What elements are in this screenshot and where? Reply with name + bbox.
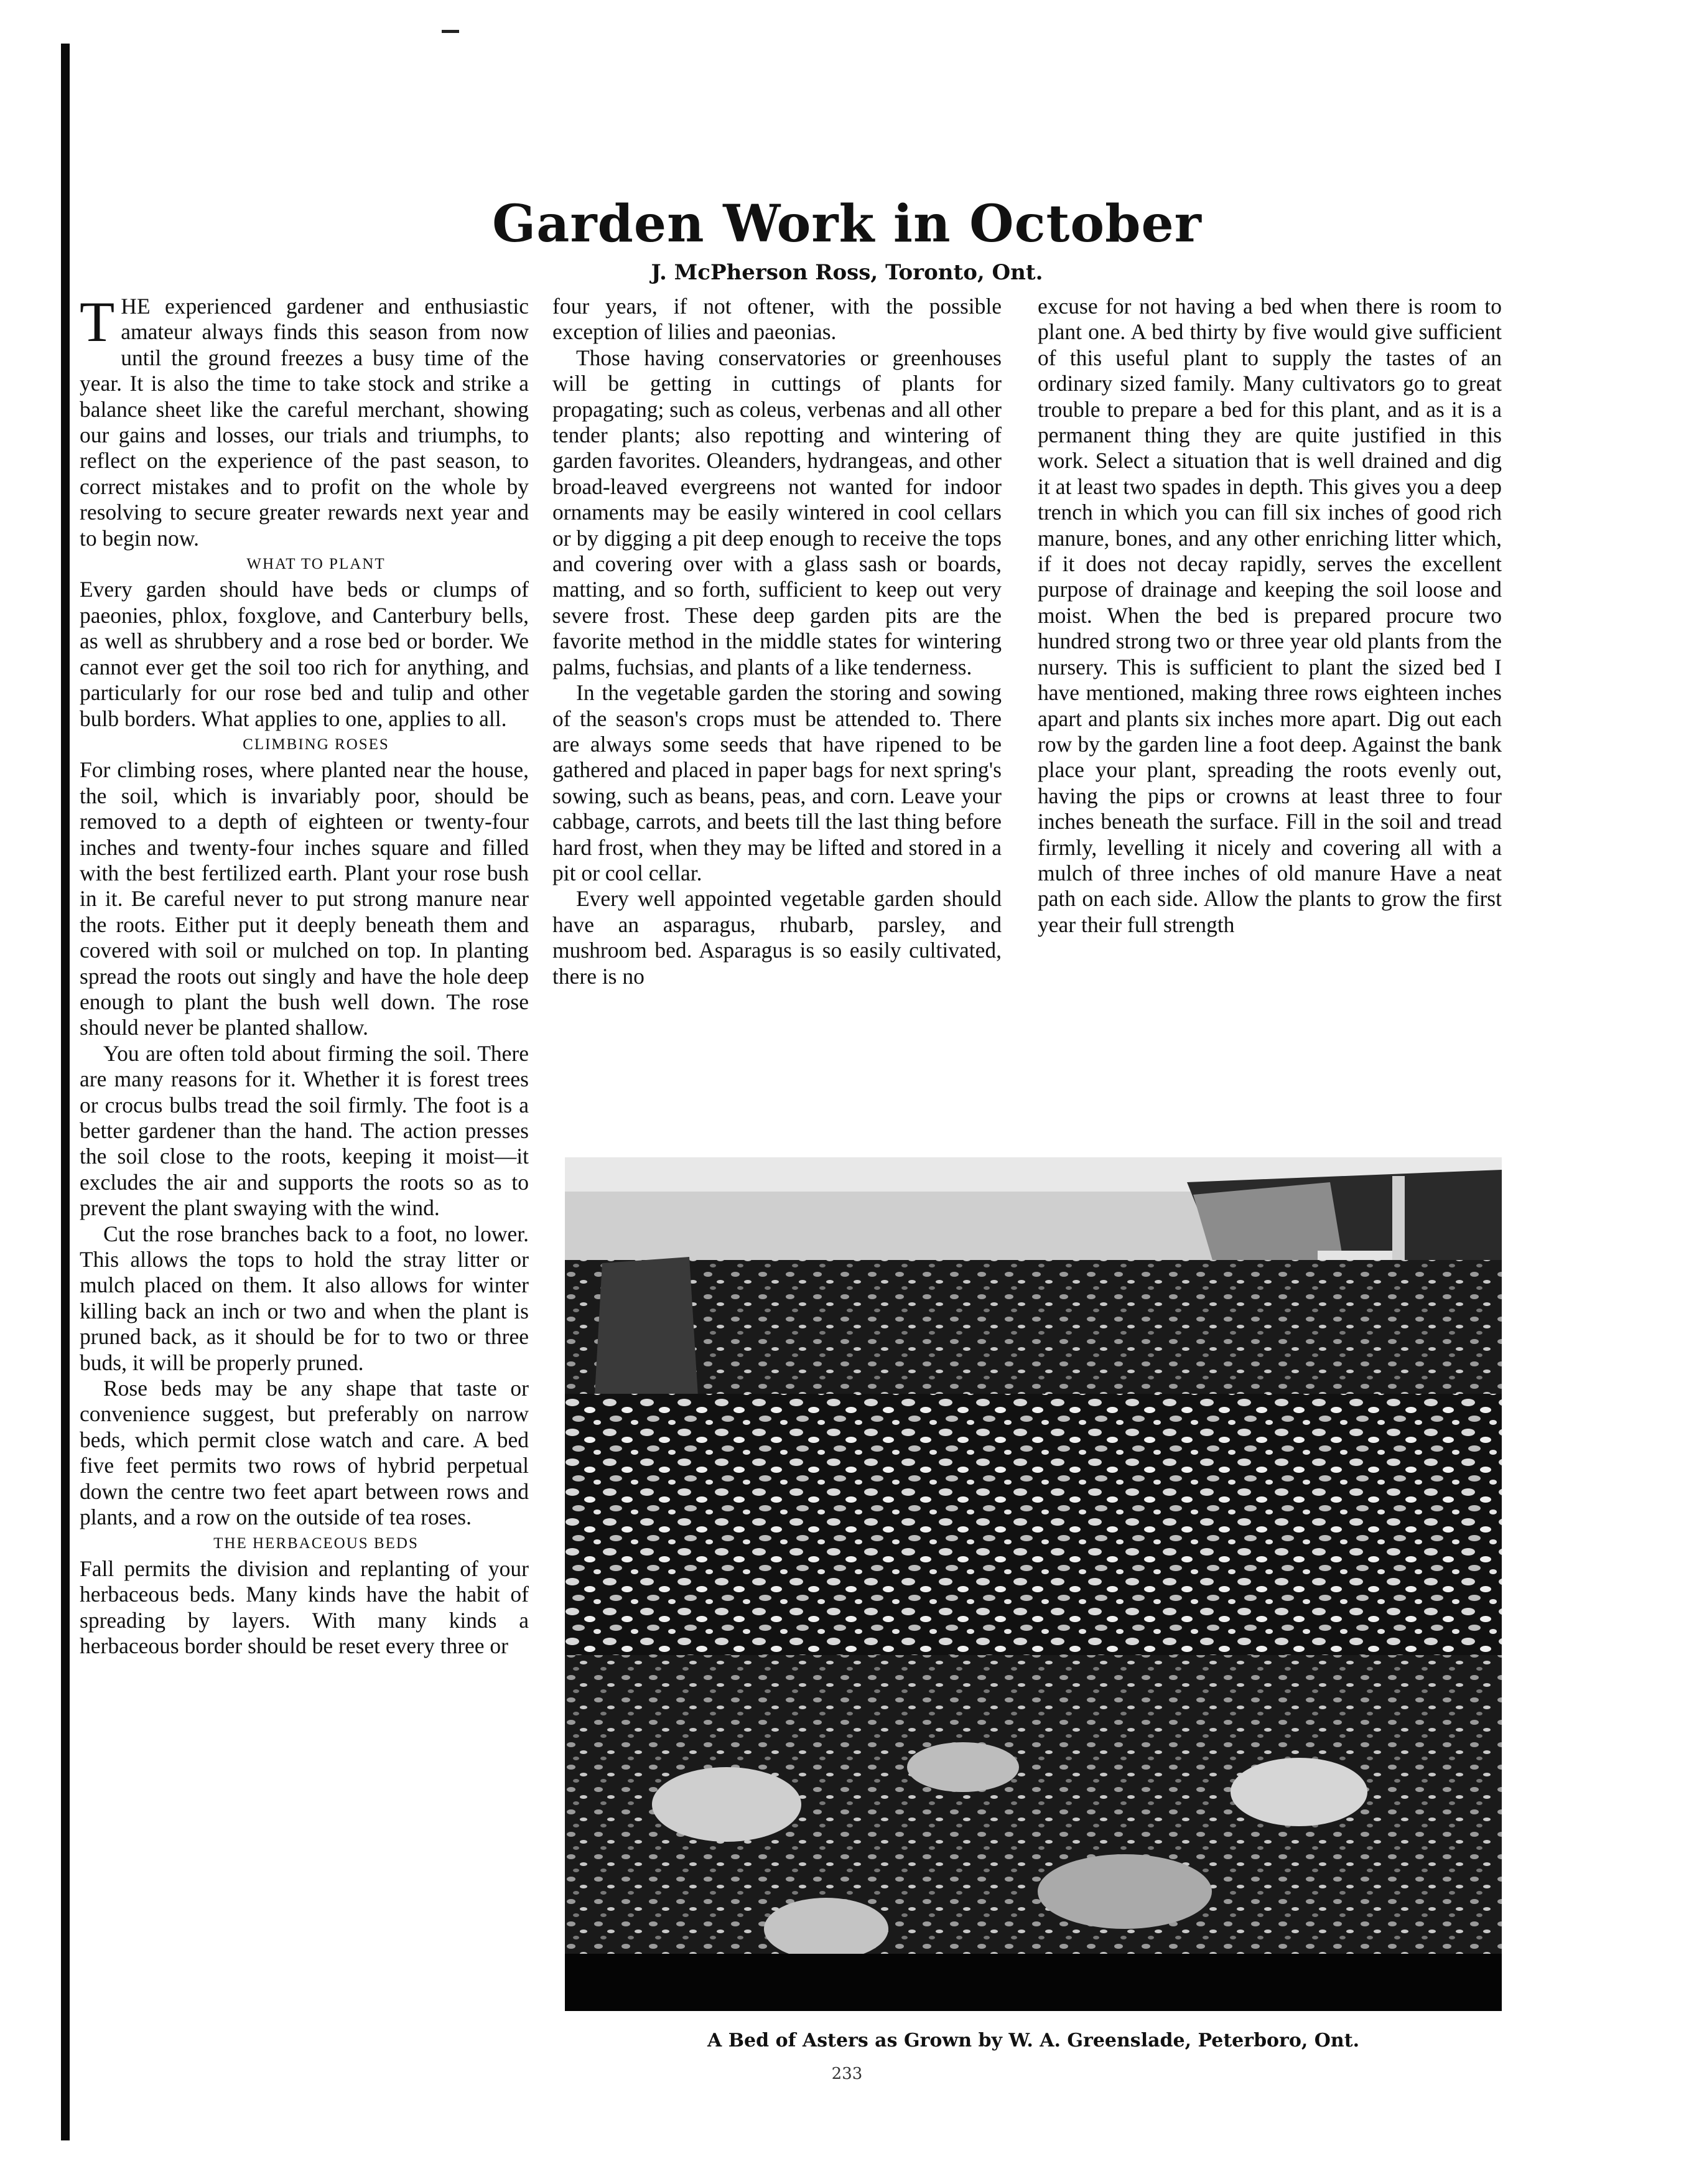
drop-cap: T <box>80 290 115 353</box>
photo-caption: A Bed of Asters as Grown by W. A. Greenslade, Peterboro, Ont. <box>707 2030 1360 2051</box>
herbaceous-beds-text: Fall permits the division and replanting of your herbaceous beds. Many kinds have the habit of spreading by layers. With many kinds a herbaceous border should be reset every three or <box>80 1556 529 1659</box>
what-to-plant-text: Every garden should have beds or clumps of paeonies, phlox, foxglove, and Canterbury bells, as well as shrubbery and a rose bed or border. We cannot ever get the soil too rich for anything, and particularly for our rose bed and tulip and other bulb borders. What applies to one, applies to all. <box>80 577 529 731</box>
margin-rule <box>61 44 70 2140</box>
column-2 <box>552 294 1002 989</box>
column-2-paragraph: Those having conservatories or greenhouses will be getting in cuttings of plants for propagating; such as coleus, verbenas and all other tender plants; also repotting and wintering of garden favorites. Oleanders, hydrangeas, and other broad-leaved evergreens not wanted for indoor ornaments may be easily wintered in cool cellars or by digging a pit deep enough to receive the tops and covering over with a glass sash or boards, matting, and so forth, sufficient to keep out very severe frost. These deep garden pits are the favorite method in the middle states for wintering palms, fuchsias, and plants of a like tenderness. <box>552 345 1002 679</box>
climbing-roses-paragraph: Cut the rose branches back to a foot, no lower. This allows the tops to hold the stray litter or mulch placed on them. It also allows for winter killing back an inch or two and when the plant is pruned back, as it should be for to two or three buds, it will be properly pruned. <box>80 1221 529 1375</box>
column-1 <box>80 290 529 1659</box>
column-2-paragraph: Every well appointed vegetable garden should have an asparagus, rhubarb, parsley, and mushroom bed. Asparagus is so easily cultivated, there is no <box>552 886 1002 989</box>
top-dash <box>442 30 459 33</box>
column-2-paragraph: In the vegetable garden the storing and sowing of the season's crops must be attended to. There are always some seeds that have ripened to be gathered and placed in paper bags for next spring's sowing, such as beans, peas, and corn. Leave your cabbage, carrots, and beets till the last thing before hard frost, when they may be lifted and stored in a pit or cool cellar. <box>552 680 1002 885</box>
intro-paragraph <box>80 290 529 551</box>
article-title: Garden Work in October <box>492 194 1202 254</box>
aster-bed-photo <box>565 1157 1502 2011</box>
column-2-continuation: four years, if not oftener, with the possible exception of lilies and paeonias. <box>552 294 1002 345</box>
page-number: 233 <box>831 2065 863 2083</box>
climbing-roses-paragraph: You are often told about firming the soil. There are many reasons for it. Whether it is forest trees or crocus bulbs tread the soil firmly. The foot is a better gardener than the hand. The action presses the soil close to the roots, keeping it moist—it excludes the air and supports the roots so as to prevent the plant swaying with the wind. <box>80 1040 529 1221</box>
heading-what-to-plant: WHAT TO PLANT <box>246 556 386 573</box>
heading-climbing-roses: CLIMBING ROSES <box>243 735 389 753</box>
climbing-roses-paragraph: Rose beds may be any shape that taste or convenience suggest, but preferably on narrow beds, which permit close watch and care. A bed five feet permits two rows of hybrid perpetual down the centre two feet apart between rows and plants, and a row on the outside of tea roses. <box>80 1376 529 1530</box>
heading-herbaceous-beds: THE HERBACEOUS BEDS <box>213 1534 419 1552</box>
aster-bed-photo-illustration <box>565 1157 1502 2011</box>
intro-text: HE experienced gardener and enthusiastic amateur always finds this season from now until the ground freezes a busy time of the year. It is also the time to take stock and strike a balance sheet like the careful merchant, showing our gains and losses, our trials and triumphs, to reflect on the experience of the past season, to correct mistakes and to profit on the whole by resolving to secure greater rewards next year and to begin now. <box>80 294 529 551</box>
climbing-roses-paragraph: For climbing roses, where planted near the house, the soil, which is invariably poor, should be removed to a depth of eighteen or twenty-four inches and twenty-four inches square and filled with the best fertilized earth. Plant your rose bush in it. Be careful never to put strong manure near the roots. Either put it deeply beneath them and covered with soil or mulched on top. In planting spread the roots out singly and have the hole deep enough to plant the bush well down. The rose should never be planted shallow. <box>80 757 529 1040</box>
column-3 <box>1038 294 1502 938</box>
byline: J. McPherson Ross, Toronto, Ont. <box>651 260 1043 285</box>
column-3-text: excuse for not having a bed when there is room to plant one. A bed thirty by five would give sufficient of this useful plant to supply the tastes of an ordinary sized family. Many cultivators go to great trouble to prepare a bed for this plant, and as it is a permanent thing they are quite justified in this work. Select a situation that is well drained and dig it at least two spades in depth. This gives you a deep trench in which you can fill six inches of good rich manure, bones, and any other enriching litter which, if it does not decay rapidly, serves the excellent purpose of drainage and keeping the soil loose and moist. When the bed is prepared procure two hundred strong two or three year old plants from the nursery. This is sufficient to plant the sized bed I have mentioned, making three rows eighteen inches apart and plants six inches more apart. Dig out each row by the garden line a foot deep. Against the bank place your plant, spreading the roots evenly out, having the pips or crowns at least three to four inches beneath the surface. Fill in the soil and tread firmly, levelling it nicely and covering all with a mulch of three inches of old manure Have a neat path on each side. Allow the plants to grow the first year their full strength <box>1038 294 1502 937</box>
